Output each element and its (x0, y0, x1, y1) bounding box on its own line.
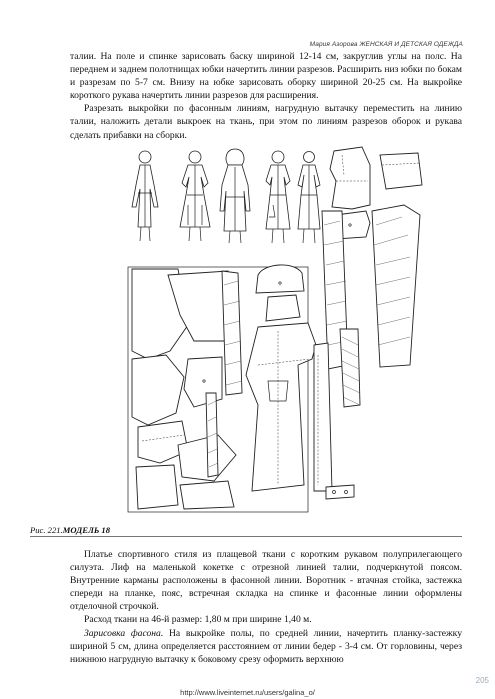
bottom-text-block (70, 548, 462, 666)
paragraph-rest: На выкройке полы, по средней линии, начертить планку-застежку шириной 5 см, длина определяется расстоянием от линии бедер - 3-4 см. От горловины, через нижнюю нагрудную вытачку к боковому срезу оформить верхнюю (70, 627, 462, 665)
caption-prefix: Рис. 221. (30, 525, 63, 535)
footer-url[interactable]: http://www.liveinternet.ru/users/galina_o/ (180, 688, 315, 697)
fashion-sketch-4 (266, 151, 290, 243)
paragraph: Разрезать выкройки по фасонным линиям, нагрудную вытачку переместить на линию талии, наложить детали выкроек на ткань, при этом по линиям разрезов оборок и рукава сделать прибавки на сборки. (70, 103, 462, 141)
figure-caption (30, 525, 110, 535)
facing-strip (222, 271, 242, 395)
pattern-drawing (118, 145, 458, 515)
paragraph: Платье спортивного стиля из плащевой ткани с коротким рукавом полуприлегающего силуэта. Лиф на маленькой кокетке с отрезной линией талии, подчеркнутой поясом. Внутренние карманы расположены в фасонной линии. Воротник - втачная стойка, застежка спереди на планке, пояс, встречная складка на спинке и фасонные линии оформлены отделочной строчкой. (70, 549, 462, 613)
dress-front-centre (246, 323, 316, 491)
italic-lead: Зарисовка фасона. (84, 627, 164, 639)
belt-piece (206, 393, 218, 477)
skirt-panel-right (372, 205, 420, 367)
fashion-sketch-2 (180, 151, 210, 241)
divider (30, 536, 462, 537)
fashion-sketch-5 (298, 152, 320, 244)
top-text-block (70, 50, 462, 142)
running-header: Мария Азорова ЖЕНСКАЯ И ДЕТСКАЯ ОДЕЖДА (309, 41, 463, 48)
button-tab (326, 485, 354, 499)
caption-title: МОДЕЛЬ 18 (62, 525, 111, 535)
yoke-piece (380, 153, 422, 189)
fashion-sketch-3 (220, 149, 250, 243)
page-number: 205 (475, 676, 489, 685)
hem-piece (180, 481, 234, 509)
lower-piece (136, 465, 178, 509)
side-piece (132, 355, 184, 425)
paragraph: талии. На поле и спинке зарисовать баску шириной 12-14 см, закруглив углы на полс. На переднем и заднем полотнищах юбки начертить линии разрезов. Расширить низ юбки по бокам и разрезам по 5-7 см. Внизу на юбке зарисовать оборку шириной 20-25 см. На выкройке короткого рукава начертить линии разрезов для расширения. (70, 51, 462, 102)
sleeve-piece (256, 265, 304, 293)
paragraph (70, 627, 462, 666)
bodice-front-piece (330, 147, 370, 209)
fashion-sketch-1 (132, 151, 158, 241)
sleeve-cap (266, 295, 300, 321)
pattern-figure (118, 145, 458, 515)
paragraph: Расход ткани на 46-й размер: 1,80 м при ширине 1,40 м. (84, 614, 312, 626)
